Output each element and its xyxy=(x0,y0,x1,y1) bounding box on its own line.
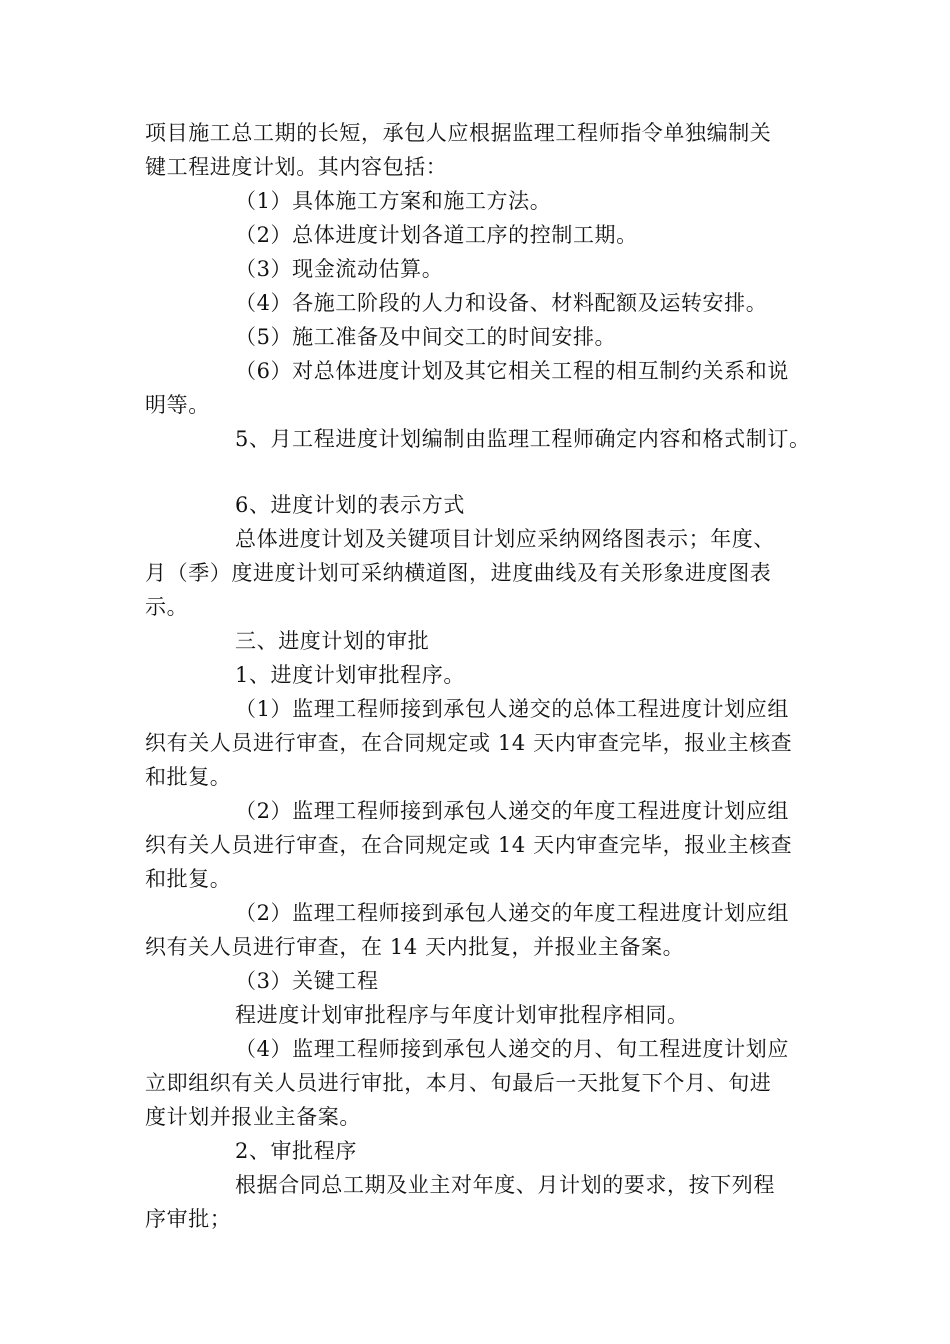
text-line: 月（季）度进度计划可采纳横道图，进度曲线及有关形象进度图表 xyxy=(145,561,772,585)
text-line: 织有关人员进行审查，在合同规定或 14 天内审查完毕，报业主核查 xyxy=(145,833,793,857)
text-line: 项目施工总工期的长短，承包人应根据监理工程师指令单独编制关 xyxy=(145,121,772,145)
list-item: （4）各施工阶段的人力和设备、材料配额及运转安排。 xyxy=(235,291,768,315)
text-line: 织有关人员进行审查，在 14 天内批复，并报业主备案。 xyxy=(145,935,685,959)
text-line: 程进度计划审批程序与年度计划审批程序相同。 xyxy=(235,1003,689,1027)
text-line: 键工程进度计划。其内容包括： xyxy=(145,155,448,179)
text-line: 序审批； xyxy=(145,1207,232,1231)
section-heading: 6、进度计划的表示方式 xyxy=(235,493,465,517)
text-line: 和批复。 xyxy=(145,765,232,789)
section-heading: 三、进度计划的审批 xyxy=(235,629,430,653)
list-item: （3）现金流动估算。 xyxy=(235,257,444,281)
list-item: （1）监理工程师接到承包人递交的总体工程进度计划应组 xyxy=(235,697,789,721)
list-item: （4）监理工程师接到承包人递交的月、旬工程进度计划应 xyxy=(235,1037,789,1061)
text-line: 织有关人员进行审查，在合同规定或 14 天内审查完毕，报业主核查 xyxy=(145,731,793,755)
list-item: （2）总体进度计划各道工序的控制工期。 xyxy=(235,223,638,247)
text-line: 根据合同总工期及业主对年度、月计划的要求，按下列程 xyxy=(235,1173,775,1197)
text-line: 度计划并报业主备案。 xyxy=(145,1105,361,1129)
list-item: （2）监理工程师接到承包人递交的年度工程进度计划应组 xyxy=(235,901,789,925)
list-item: （6）对总体进度计划及其它相关工程的相互制约关系和说 xyxy=(235,359,789,383)
text-line: 明等。 xyxy=(145,393,210,417)
list-item: （2）监理工程师接到承包人递交的年度工程进度计划应组 xyxy=(235,799,789,823)
list-item: （5）施工准备及中间交工的时间安排。 xyxy=(235,325,617,349)
section-heading: 2、审批程序 xyxy=(235,1139,357,1163)
text-line: 立即组织有关人员进行审批，本月、旬最后一天批复下个月、旬进 xyxy=(145,1071,772,1095)
text-line: 5、月工程进度计划编制由监理工程师确定内容和格式制订。 xyxy=(235,427,811,451)
text-line: 和批复。 xyxy=(145,867,232,891)
list-item: （1）具体施工方案和施工方法。 xyxy=(235,189,552,213)
section-heading: 1、进度计划审批程序。 xyxy=(235,663,465,687)
text-line: 总体进度计划及关键项目计划应采纳网络图表示；年度、 xyxy=(235,527,775,551)
text-line: 示。 xyxy=(145,595,189,619)
list-item: （3）关键工程 xyxy=(235,969,379,993)
